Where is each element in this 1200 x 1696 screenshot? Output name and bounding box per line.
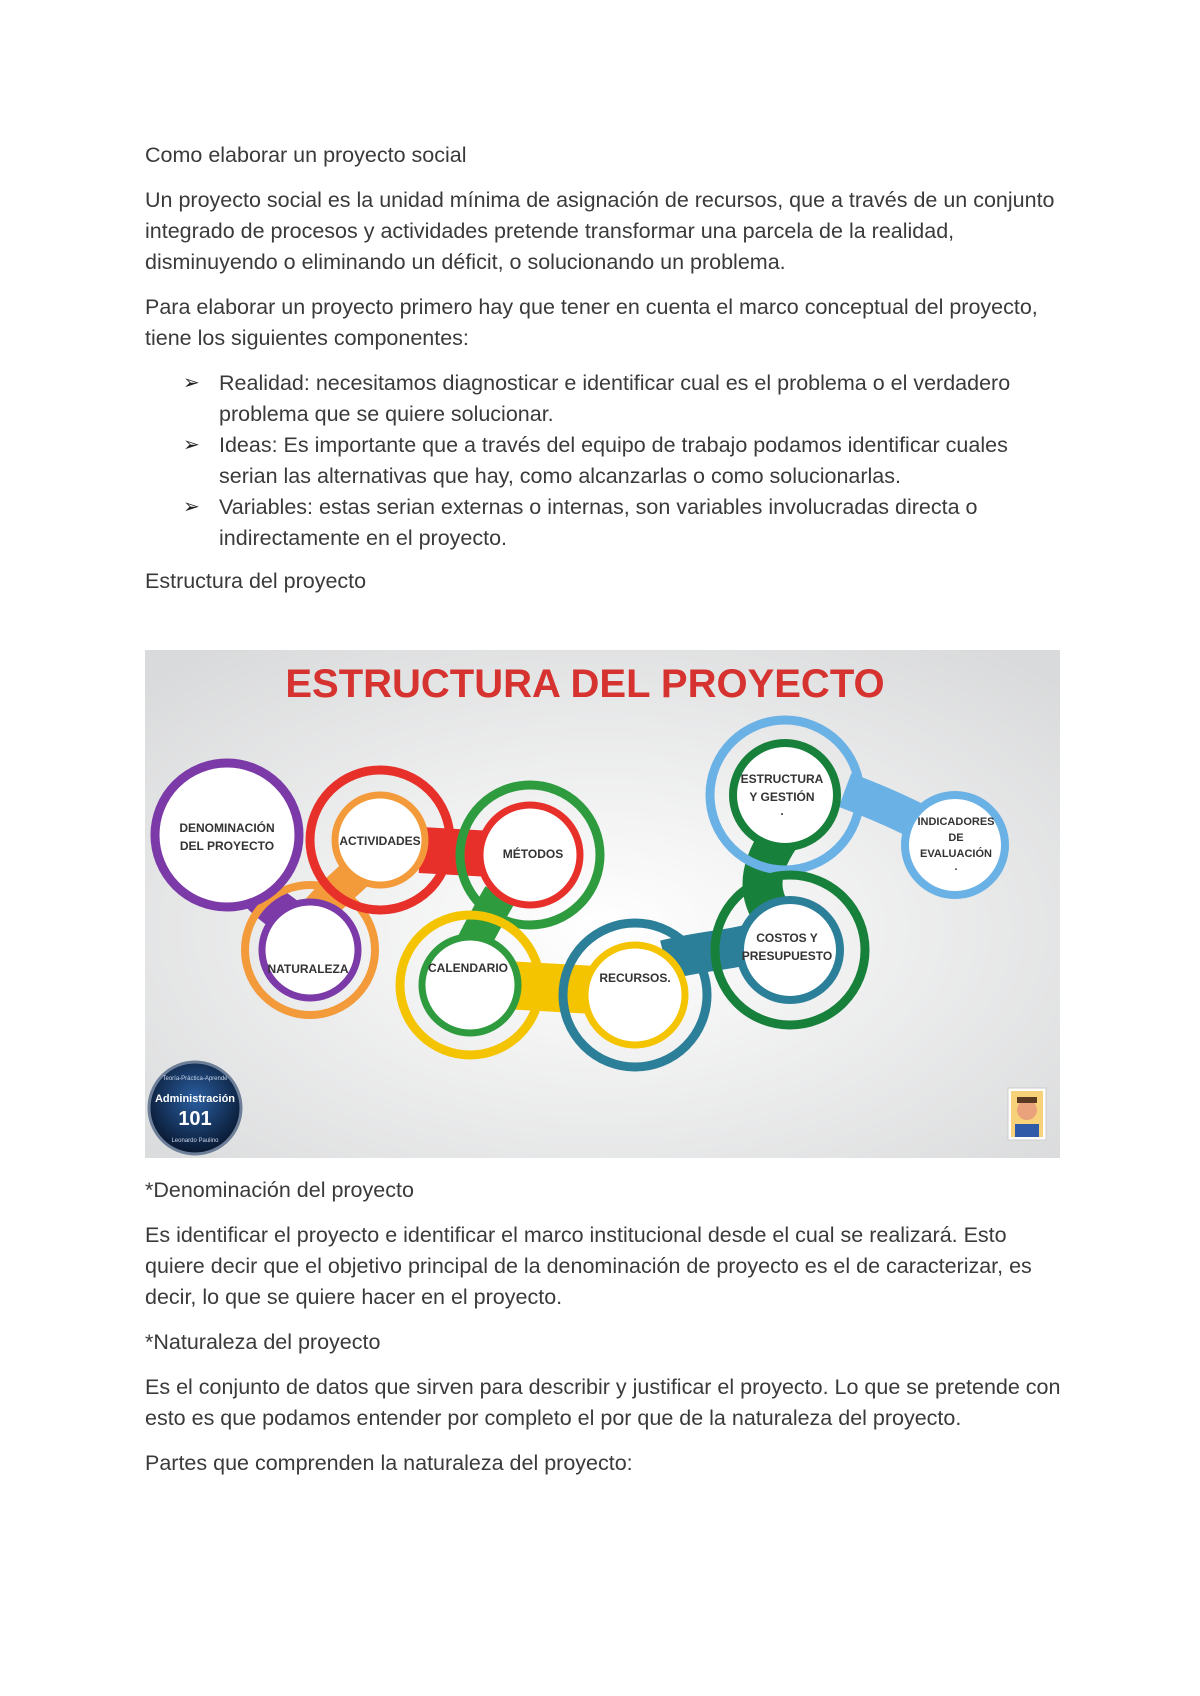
ring-calendario-inner bbox=[422, 937, 518, 1033]
node-label-costos-1: COSTOS Y bbox=[756, 931, 818, 945]
arrow-bullet-icon: ➢ bbox=[183, 434, 200, 456]
structure-diagram-image bbox=[145, 650, 1060, 1158]
heading-denominacion: *Denominación del proyecto bbox=[145, 1178, 414, 1202]
document-body-continued bbox=[145, 1175, 1065, 1493]
node-label-denominacion-2: DEL PROYECTO bbox=[179, 839, 275, 853]
administracion-101-logo bbox=[149, 1062, 241, 1154]
author-avatar bbox=[1008, 1088, 1046, 1140]
avatar-shirt bbox=[1015, 1124, 1039, 1137]
arrow-bullet-icon: ➢ bbox=[183, 372, 200, 394]
logo-line1: Administración bbox=[154, 1093, 236, 1105]
node-label-indicadores-1: INDICADORES bbox=[917, 816, 995, 828]
section-heading: Estructura del proyecto bbox=[145, 569, 367, 593]
node-label-estructura-1: ESTRUCTURA bbox=[740, 772, 824, 786]
ring-recursos-inner bbox=[585, 945, 685, 1045]
list-item-text: Realidad: necesitamos diagnosticar e identificar cual es el problema o el verdadero problema que se quiere solucionar. bbox=[219, 371, 1011, 426]
document-body bbox=[145, 140, 1065, 611]
paragraph-definition: Un proyecto social es la unidad mínima de asignación de recursos, que a través de un conjunto integrado de procesos y actividades pretende transformar una parcela de la realidad, disminuyendo o eliminando un déficit, o solucionando un problema. bbox=[145, 188, 1055, 274]
node-label-metodos: MÉTODOS bbox=[502, 847, 564, 861]
paragraph-marco-conceptual: Para elaborar un proyecto primero hay que tener en cuenta el marco conceptual del proyecto, tiene los siguientes componentes: bbox=[145, 295, 1038, 350]
ring-naturaleza-inner bbox=[262, 902, 358, 998]
arrow-bullet-icon: ➢ bbox=[183, 496, 200, 518]
ring-indicadores bbox=[905, 795, 1005, 895]
node-label-denominacion-1: DENOMINACIÓN bbox=[179, 821, 275, 835]
node-label-naturaleza: NATURALEZA bbox=[267, 962, 349, 976]
heading-naturaleza: *Naturaleza del proyecto bbox=[145, 1330, 381, 1354]
logo-top-text: Teoría-Práctica-Aprende bbox=[162, 1076, 228, 1082]
node-label-recursos: RECURSOS. bbox=[599, 971, 671, 985]
logo-bottom-text: Leonardo Paulino bbox=[171, 1138, 219, 1144]
node-label-indicadores-2: DE bbox=[948, 832, 964, 844]
paragraph-partes: Partes que comprenden la naturaleza del proyecto: bbox=[145, 1451, 633, 1475]
node-label-actividades: ACTIVIDADES bbox=[339, 834, 421, 848]
ring-denominacion bbox=[155, 763, 299, 907]
node-label-costos-2: PRESUPUESTO bbox=[741, 949, 833, 963]
list-item bbox=[183, 430, 1065, 492]
components-list bbox=[145, 368, 1065, 554]
paragraph-naturaleza: Es el conjunto de datos que sirven para describir y justificar el proyecto. Lo que se pretende con esto es que podamos entender por completo el por que de la naturaleza del proyecto. bbox=[145, 1375, 1061, 1430]
node-label-estructura-2: Y GESTIÓN bbox=[749, 790, 815, 804]
node-label-indicadores-3: EVALUACIÓN bbox=[920, 848, 992, 860]
list-item-text: Variables: estas serian externas o internas, son variables involucradas directa o indirectamente en el proyecto. bbox=[219, 495, 978, 550]
structure-diagram bbox=[145, 650, 1060, 1158]
diagram-title: ESTRUCTURA DEL PROYECTO bbox=[285, 662, 885, 706]
list-item bbox=[183, 492, 1065, 554]
list-item-text: Ideas: Es importante que a través del equipo de trabajo podamos identificar cuales serian las alternativas que hay, como alcanzarlas o como solucionarlas. bbox=[219, 433, 1008, 488]
node-label-estructura-3: . bbox=[780, 804, 784, 818]
paragraph-denominacion: Es identificar el proyecto e identificar el marco institucional desde el cual se realizará. Esto quiere decir que el objetivo principal de la denominación de proyecto es el de caracterizar, es decir, lo que se quiere hacer en el proyecto. bbox=[145, 1223, 1032, 1309]
list-item bbox=[183, 368, 1065, 430]
avatar-hair bbox=[1017, 1097, 1037, 1103]
logo-line2: 101 bbox=[178, 1108, 212, 1130]
node-label-indicadores-4: . bbox=[954, 861, 958, 873]
node-label-calendario: CALENDARIO bbox=[428, 961, 508, 975]
document-title: Como elaborar un proyecto social bbox=[145, 143, 467, 167]
